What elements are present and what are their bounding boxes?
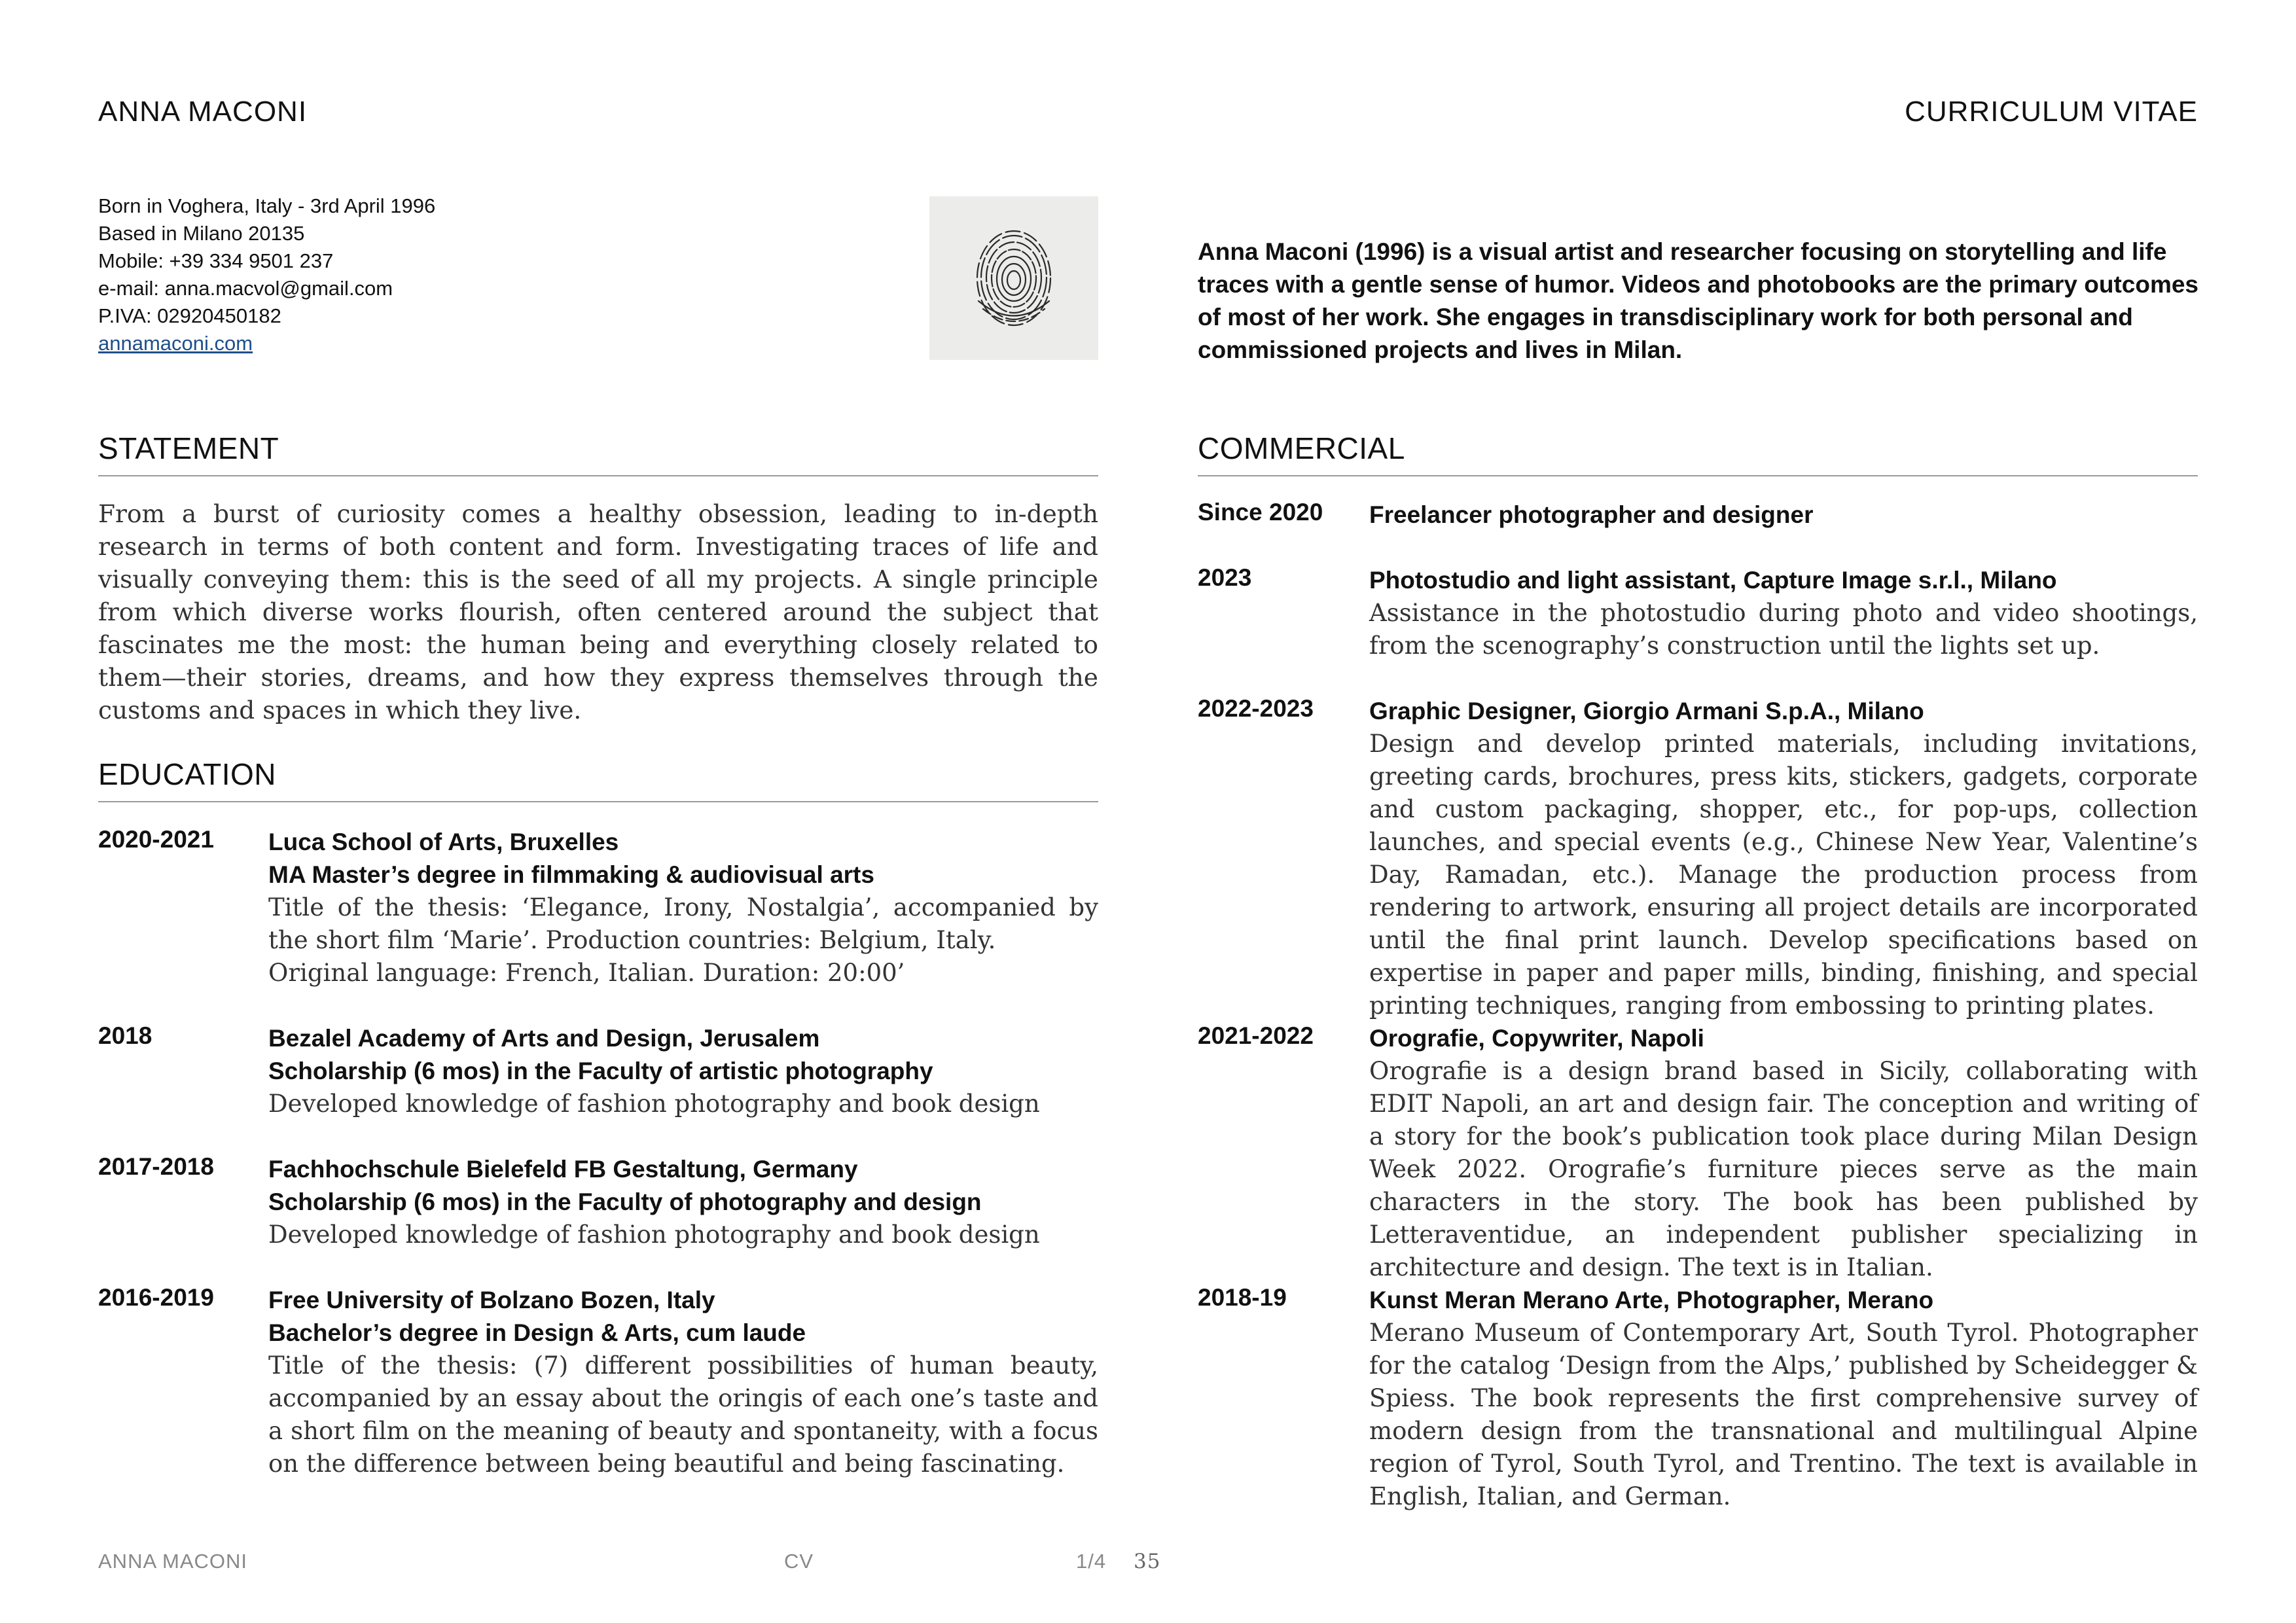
commercial-heading: COMMERCIAL [1198, 431, 1405, 465]
education-description: Title of the thesis: ‘Elegance, Irony, Nostalgia’, accompanied by the short film ‘Marie’. Production countries: Belgium, Italy. [268, 893, 1098, 954]
intro-paragraph: Anna Maconi (1996) is a visual artist and researcher focusing on storytelling and life traces with a gentle sense of humor. Videos and photobooks are the primary outcomes of most of her work. She engages in transdisciplinary work for both personal and commissioned projects and lives in Milan. [1198, 238, 2199, 363]
fingerprint-image [929, 196, 1098, 360]
footer-cv: CV [784, 1550, 814, 1573]
education-description: Developed knowledge of fashion photography and book design [268, 1090, 1040, 1118]
contact-piva: P.IVA: 02920450182 [98, 304, 281, 327]
commercial-role: Kunst Meran Merano Arte, Photographer, Merano [1369, 1287, 1934, 1313]
commercial-role: Photostudio and light assistant, Capture Image s.r.l., Milano [1369, 567, 2057, 594]
education-institution: Bezalel Academy of Arts and Design, Jerusalem [268, 1025, 820, 1052]
commercial-description: Design and develop printed materials, including invitations, greeting cards, brochures, press kits, stickers, gadgets, corporate and custom packaging, shopper, etc., for pop-ups, collection launches, and special events (e.g., Chinese New Year, Valentine’s Day, Ramadan, etc.). Manage the production process from rendering to artwork, ensuring all project details are incorporated until the final print launch. Develop specifications based on expertise in paper and paper mills, binding, finishing, and special printing techniques, ranging from embossing to printing plates. [1369, 730, 2198, 1020]
header-name: ANNA MACONI [98, 96, 308, 128]
commercial-year: 2018-19 [1198, 1284, 1287, 1311]
statement-body: From a burst of curiosity comes a healthy obsession, leading to in-depth research in terms of both content and form. Investigating traces of life and visually conveying them: this is the seed of all my projects. A single principle from which diverse works flourish, often centered around the subject that fascinates me the most: the human being and everything closely related to them—their stories, dreams, and how they express themselves through the customs and spaces in which they live. [98, 499, 1098, 724]
website-link[interactable]: annamaconi.com [98, 332, 253, 355]
commercial-divider [1198, 475, 2198, 476]
education-degree: MA Master’s degree in filmmaking & audiovisual arts [268, 861, 874, 888]
education-year: 2018 [98, 1022, 152, 1049]
education-year: 2017-2018 [98, 1153, 214, 1180]
education-degree: Scholarship (6 mos) in the Faculty of photography and design [268, 1188, 982, 1215]
commercial-year: Since 2020 [1198, 499, 1323, 526]
commercial-year: 2023 [1198, 564, 1252, 591]
commercial-description: Assistance in the photostudio during photo and video shootings, from the scenography’s construction until the lights set up. [1369, 599, 2198, 660]
contact-email: e-mail: anna.macvol@gmail.com [98, 277, 393, 300]
document-title: CURRICULUM VITAE [1905, 96, 2198, 128]
education-year: 2016-2019 [98, 1284, 214, 1311]
education-degree: Scholarship (6 mos) in the Faculty of artistic photography [268, 1058, 933, 1084]
commercial-year: 2021-2022 [1198, 1022, 1314, 1049]
footer-name: ANNA MACONI [98, 1550, 248, 1573]
contact-born: Born in Voghera, Italy - 3rd April 1996 [98, 194, 436, 217]
fingerprint-icon [929, 196, 1098, 360]
statement-heading: STATEMENT [98, 431, 279, 465]
education-institution: Luca School of Arts, Bruxelles [268, 829, 619, 855]
contact-based: Based in Milano 20135 [98, 222, 305, 245]
education-description-extra: Original language: French, Italian. Duration: 20:00’ [268, 959, 905, 987]
education-institution: Fachhochschule Bielefeld FB Gestaltung, Germany [268, 1156, 858, 1183]
education-description: Developed knowledge of fashion photography and book design [268, 1221, 1040, 1249]
education-description: Title of the thesis: (7) different possibilities of human beauty, accompanied by an essay about the oringis of each one’s taste and a short film on the meaning of beauty and spontaneity, with a focus on the difference between being beautiful and being fascinating. [268, 1351, 1098, 1478]
footer-page-number: 35 [1134, 1550, 1161, 1573]
education-divider [98, 801, 1098, 802]
education-institution: Free University of Bolzano Bozen, Italy [268, 1287, 715, 1313]
statement-divider [98, 475, 1098, 476]
contact-block [98, 192, 435, 357]
commercial-description: Merano Museum of Contemporary Art, South Tyrol. Photographer for the catalog ‘Design from the Alps,’ published by Scheidegger & Spiess. The book represents the first comprehensive survey of modern design from the transnational and multilingual Alpine region of Tyrol, South Tyrol, and Trentino. The text is available in English, Italian, and German. [1369, 1319, 2198, 1510]
education-heading: EDUCATION [98, 757, 276, 791]
education-degree: Bachelor’s degree in Design & Arts, cum laude [268, 1319, 806, 1346]
commercial-year: 2022-2023 [1198, 695, 1314, 722]
commercial-role: Orografie, Copywriter, Napoli [1369, 1025, 1704, 1052]
commercial-description: Orografie is a design brand based in Sicily, collaborating with EDIT Napoli, an art and design fair. The conception and writing of a story for the book’s publication took place during Milan Design Week 2022. Orografie’s furniture pieces serve as the main characters in the story. The book has been published by Letteraventidue, an independent publisher specializing in architecture and design. The text is in Italian. [1369, 1057, 2198, 1281]
commercial-role: Graphic Designer, Giorgio Armani S.p.A., Milano [1369, 698, 1924, 724]
footer-page: 1/4 [1076, 1550, 1107, 1573]
commercial-role: Freelancer photographer and designer [1369, 501, 1814, 528]
contact-mobile: Mobile: +39 334 9501 237 [98, 249, 334, 272]
education-year: 2020-2021 [98, 826, 214, 853]
